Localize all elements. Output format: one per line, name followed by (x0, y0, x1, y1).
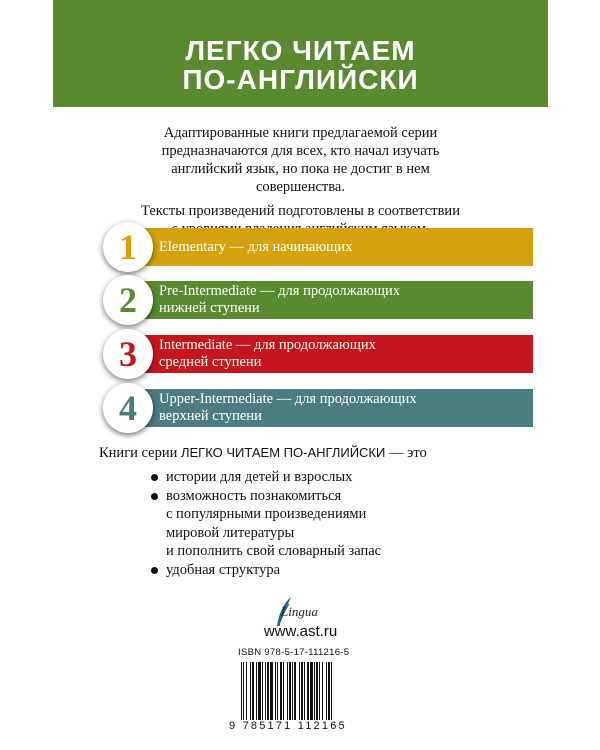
isbn-number: ISBN 978-5-17-111216-5 (238, 647, 350, 658)
series-name: ЛЕГКО ЧИТАЕМ ПО-АНГЛИЙСКИ (180, 445, 386, 460)
series-title-line1: ЛЕГКО ЧИТАЕМ (185, 35, 416, 66)
level-number-badge: 2 (103, 275, 153, 325)
features-list (151, 468, 381, 579)
feature-line: мировой литературы (166, 524, 295, 541)
bullet-icon (151, 493, 158, 500)
series-prefix: Книги серии (99, 445, 181, 461)
level-upper-intermediate (103, 389, 533, 427)
feature-line: удобная структура (166, 561, 281, 578)
level-intermediate (103, 335, 533, 373)
intro-line: Тексты произведений подготовлены в соответствии (141, 203, 460, 219)
back-cover (53, 0, 548, 750)
barcode (241, 662, 367, 720)
level-number-badge: 3 (103, 329, 153, 379)
level-label (159, 281, 504, 319)
intro-line: Адаптированные книги предлагаемой серии (163, 125, 438, 141)
bullet-icon (151, 474, 158, 481)
feature-item (151, 468, 381, 487)
intro-line: предназначаются для всех, кто начал изучать (161, 143, 440, 159)
feature-item (151, 561, 381, 580)
level-label-line2: средней ступени (159, 354, 262, 370)
level-label-line1: Elementary — для начинающих (159, 239, 353, 255)
series-header (53, 0, 548, 107)
intro-line: английский язык, но пока не достиг в нем (171, 161, 430, 177)
level-label-line2: верхней ступени (159, 408, 262, 424)
barcode-number: 9 785171 112165 (229, 720, 347, 732)
level-label-line2: нижней ступени (159, 300, 260, 316)
bullet-icon (151, 567, 158, 574)
feature-line: с популярными произведениями (166, 506, 367, 522)
level-number-badge: 4 (103, 383, 153, 433)
intro-line: совершенства. (256, 179, 345, 195)
level-label-line1: Upper-Intermediate — для продолжающих (159, 391, 417, 407)
publisher-website[interactable]: www.ast.ru (263, 623, 338, 640)
series-title-line2: ПО-АНГЛИЙСКИ (182, 64, 419, 95)
level-label (159, 335, 504, 373)
publisher-name: Lingua (281, 604, 318, 619)
series-suffix: — это (385, 445, 427, 461)
level-label-line1: Intermediate — для продолжающих (159, 337, 376, 353)
level-label (159, 389, 504, 427)
feature-item (151, 487, 381, 561)
level-elementary (103, 228, 533, 266)
feature-line: и пополнить свой словарный запас (166, 543, 382, 559)
feature-line: истории для детей и взрослых (166, 469, 353, 485)
level-label (159, 228, 504, 266)
level-number-badge: 1 (103, 222, 153, 272)
level-label-line1: Pre-Intermediate — для продолжающих (159, 283, 401, 299)
feature-line: возможность познакомиться (166, 487, 342, 504)
series-statement (99, 445, 427, 462)
intro-paragraph-1 (73, 124, 528, 196)
level-pre-intermediate (103, 281, 533, 319)
